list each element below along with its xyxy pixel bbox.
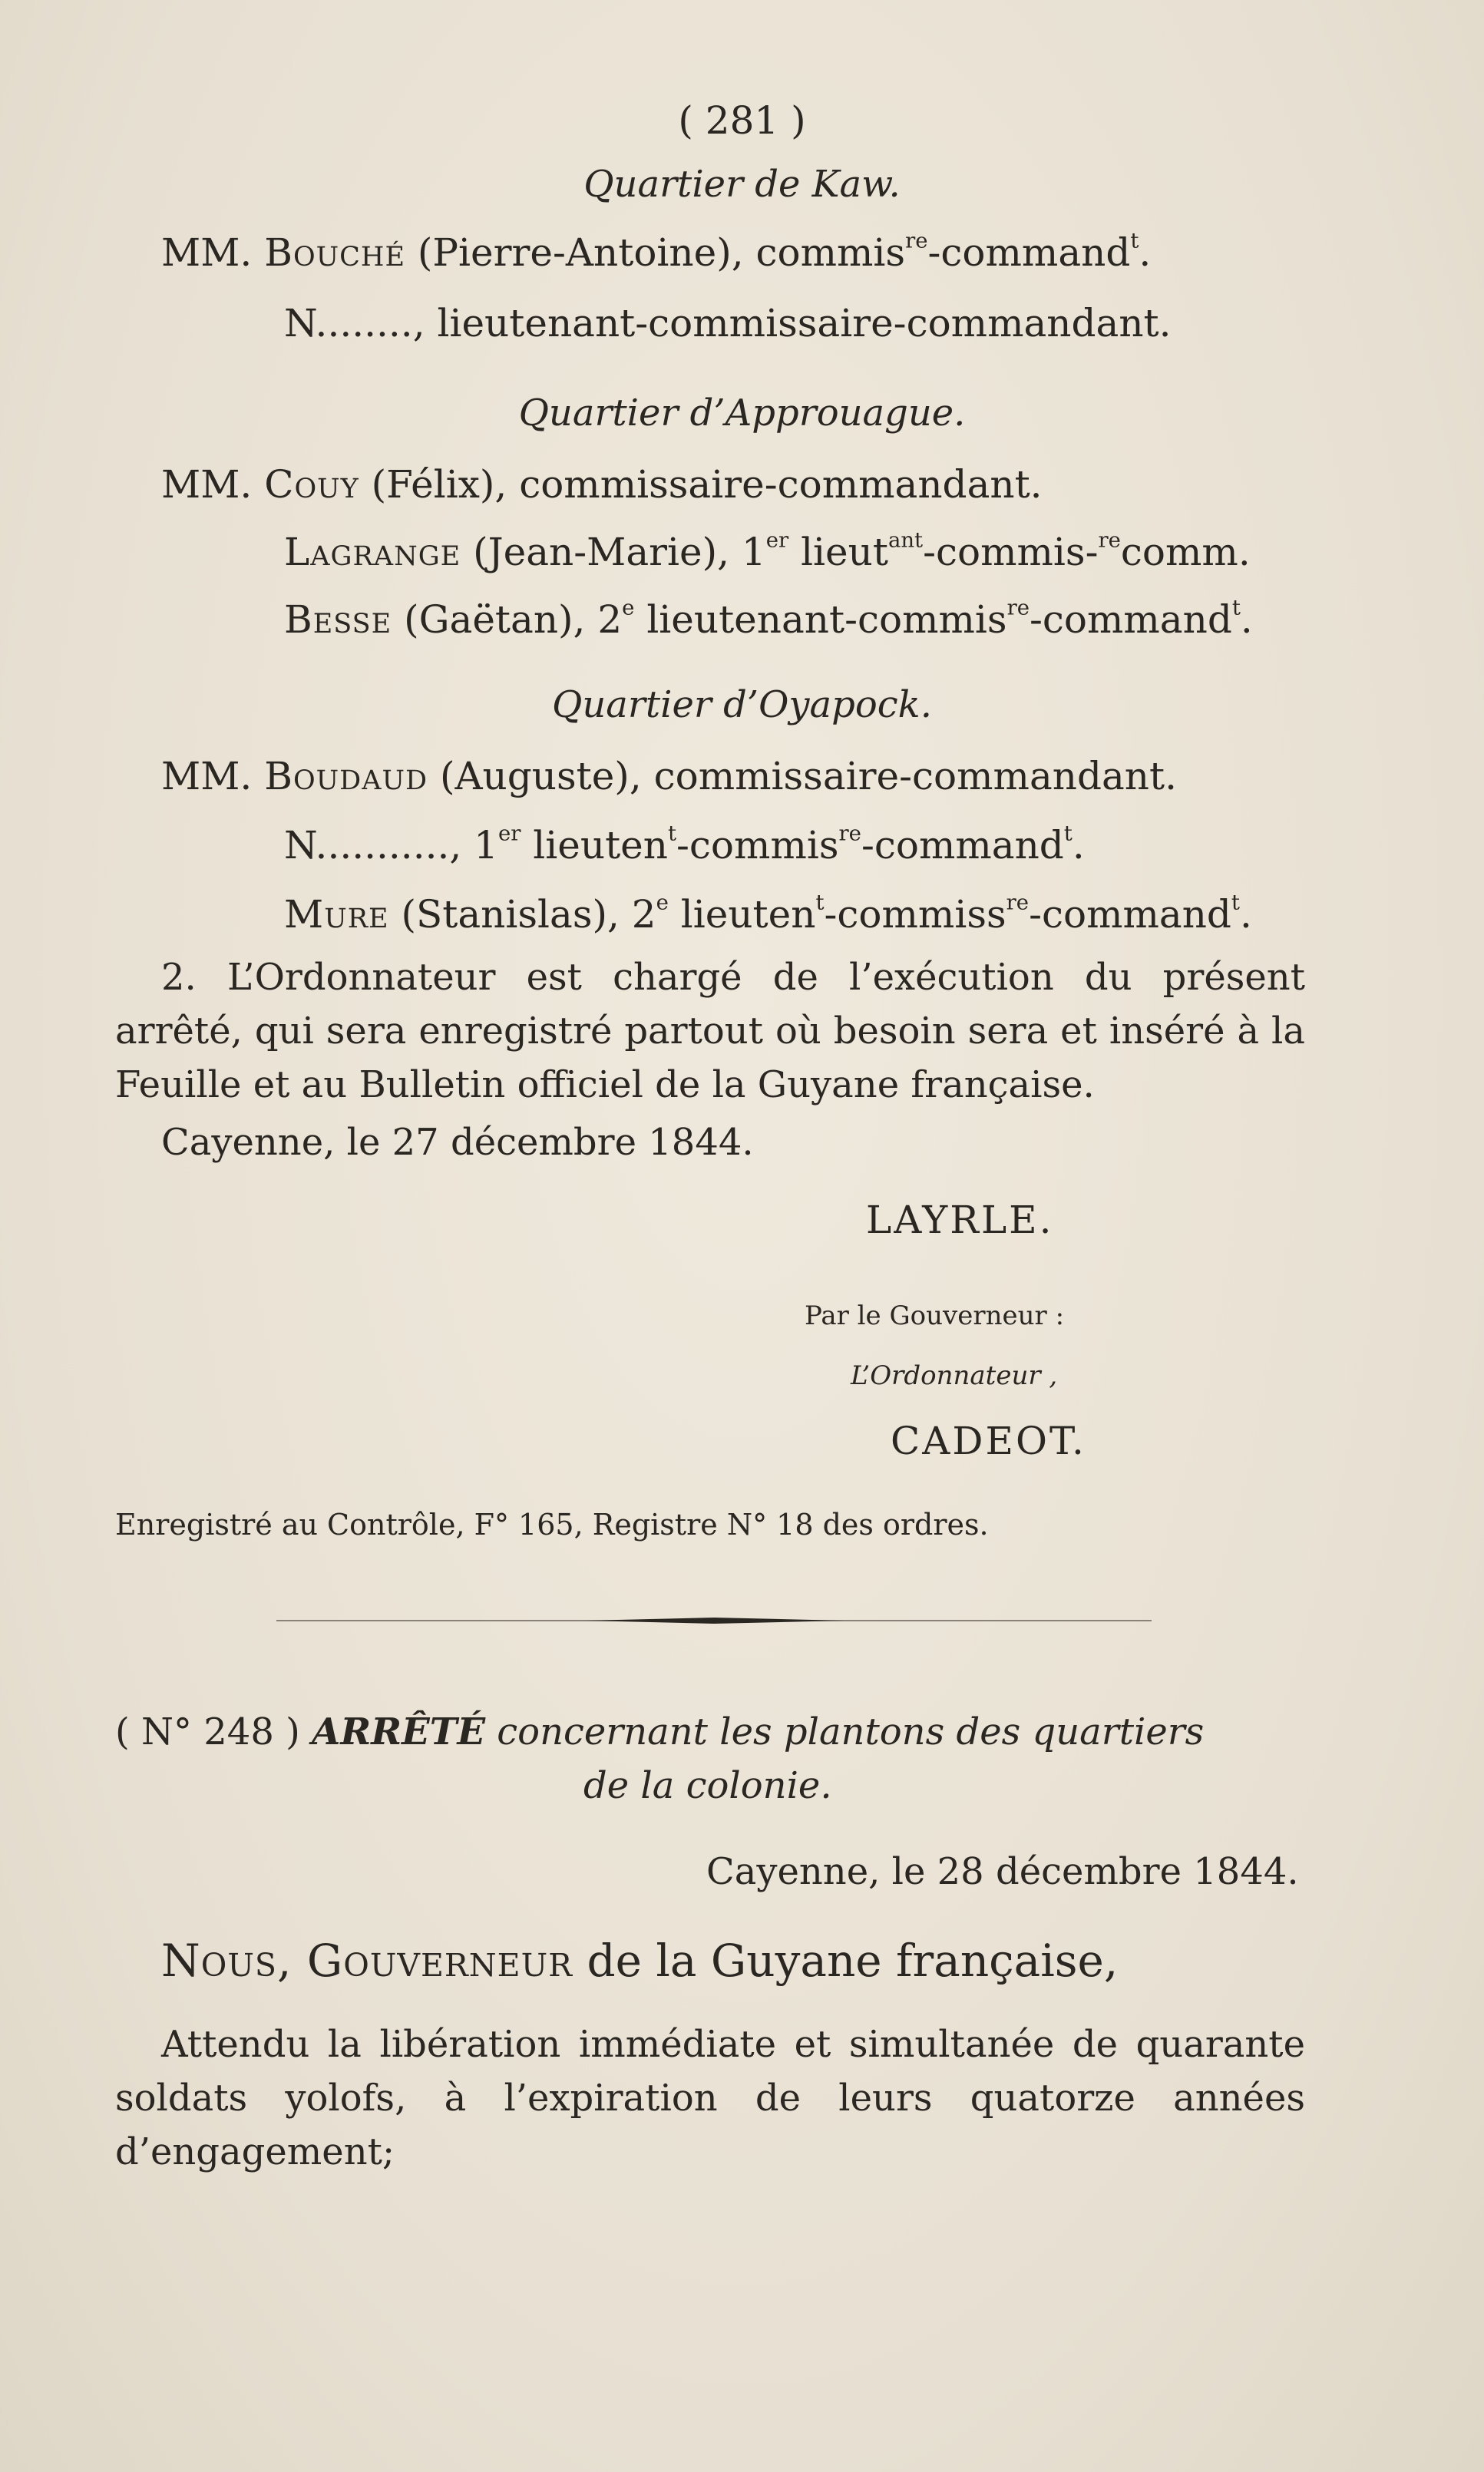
nous-gouverneur (161, 1935, 1118, 1987)
line-text: (Gaëtan), 2 (392, 597, 623, 642)
signature-layrle: LAYRLE. (866, 1198, 1054, 1242)
section-divider (276, 1615, 1152, 1626)
line-text: N........, lieutenant-commissaire-commandant. (284, 301, 1172, 345)
person-name: Lagrange (284, 530, 461, 574)
nous-gouverneur-rest: de la Guyane française, (573, 1935, 1119, 1987)
section-heading-kaw: Quartier de Kaw. (583, 163, 901, 206)
mm-prefix: MM. (161, 754, 253, 798)
line-text: . (1139, 230, 1152, 275)
line-text: . (1072, 823, 1085, 868)
person-name: Couy (264, 462, 359, 507)
line-text: N..........., 1 (284, 823, 498, 868)
line-text: -commiss (824, 892, 1006, 937)
list-item (284, 597, 1253, 642)
line-text: -commis- (923, 530, 1099, 574)
arrete-title: concernant les plantons des quartiers (485, 1710, 1205, 1753)
article-2 (115, 950, 1305, 1112)
arrete-title-bold: ARRÊTÉ (312, 1710, 486, 1753)
list-item (284, 823, 1085, 868)
superscript: er (497, 821, 521, 846)
line-text: lieut (788, 530, 888, 574)
nous-gouverneur-sc: Nous, Gouverneur (161, 1935, 573, 1987)
superscript: re (1098, 527, 1121, 553)
dateline-2: Cayenne, le 28 décembre 1844. (706, 1850, 1299, 1893)
line-text: (Jean-Marie), 1 (461, 530, 766, 574)
line-text: lieuten (668, 892, 816, 937)
list-item (284, 301, 1172, 345)
superscript: re (838, 821, 861, 846)
article-2-text: 2. L’Ordonnateur est chargé de l’exécution du présent arrêté, qui sera enregistré partout où besoin sera et inséré à la Feuille et au Bulletin officiel de la Guyane française. (115, 956, 1305, 1106)
superscript: t (815, 890, 825, 915)
line-text: -command (861, 823, 1064, 868)
enregistre-note: Enregistré au Contrôle, F° 165, Registre N° 18 des ordres. (115, 1508, 989, 1542)
list-item (284, 892, 1252, 937)
line-text: lieutenant-commis (634, 597, 1007, 642)
arrete-number: ( N° 248 ) (115, 1710, 300, 1753)
superscript: e (622, 595, 635, 620)
superscript: t (1231, 595, 1241, 620)
line-text: (Pierre-Antoine), commis (405, 230, 906, 275)
list-item (284, 527, 1251, 574)
line-text: -command (927, 230, 1131, 275)
person-name: Bouché (264, 230, 405, 275)
dateline-1: Cayenne, le 27 décembre 1844. (161, 1121, 754, 1164)
section-heading-oyapock: Quartier d’Oyapock. (552, 683, 932, 726)
line-text: lieuten (521, 823, 668, 868)
superscript: er (765, 527, 789, 553)
superscript: ant (887, 527, 924, 553)
line-text: -command (1029, 597, 1232, 642)
list-item (161, 754, 1177, 798)
line-text: (Félix), commissaire-commandant. (359, 462, 1043, 507)
mm-prefix: MM. (161, 462, 253, 507)
person-name: Mure (284, 892, 389, 937)
line-text: comm. (1120, 530, 1251, 574)
superscript: e (656, 890, 669, 915)
arrete-heading (115, 1710, 1204, 1753)
arrete-title-line2: de la colonie. (583, 1764, 832, 1807)
mm-prefix: MM. (161, 230, 253, 275)
superscript: t (1063, 821, 1073, 846)
person-name: Boudaud (264, 754, 428, 798)
list-item (161, 230, 1151, 275)
section-heading-approuague: Quartier d’Approuague. (518, 392, 966, 435)
attendu-text: Attendu la libération immédiate et simultanée de quarante soldats yolofs, à l’expiration de leurs quatorze années d’engagement; (115, 2023, 1305, 2173)
page-number: ( 281 ) (678, 98, 806, 143)
line-text: . (1240, 597, 1253, 642)
par-le-gouverneur: Par le Gouverneur : (805, 1300, 1065, 1331)
superscript: t (1130, 228, 1139, 253)
signature-cadeot: CADEOT. (891, 1419, 1086, 1463)
superscript: t (1231, 890, 1240, 915)
line-text: (Stanislas), 2 (388, 892, 656, 937)
superscript: re (905, 228, 928, 253)
superscript: t (667, 821, 677, 846)
attendu-paragraph (115, 2018, 1305, 2179)
person-name: Besse (284, 597, 392, 642)
superscript: re (1006, 595, 1030, 620)
line-text: . (1239, 892, 1252, 937)
line-text: -command (1029, 892, 1231, 937)
ordonnateur-label: L’Ordonnateur , (851, 1360, 1058, 1391)
line-text: -commis (676, 823, 839, 868)
line-text: (Auguste), commissaire-commandant. (428, 754, 1177, 798)
list-item (161, 462, 1043, 507)
superscript: re (1006, 890, 1030, 915)
